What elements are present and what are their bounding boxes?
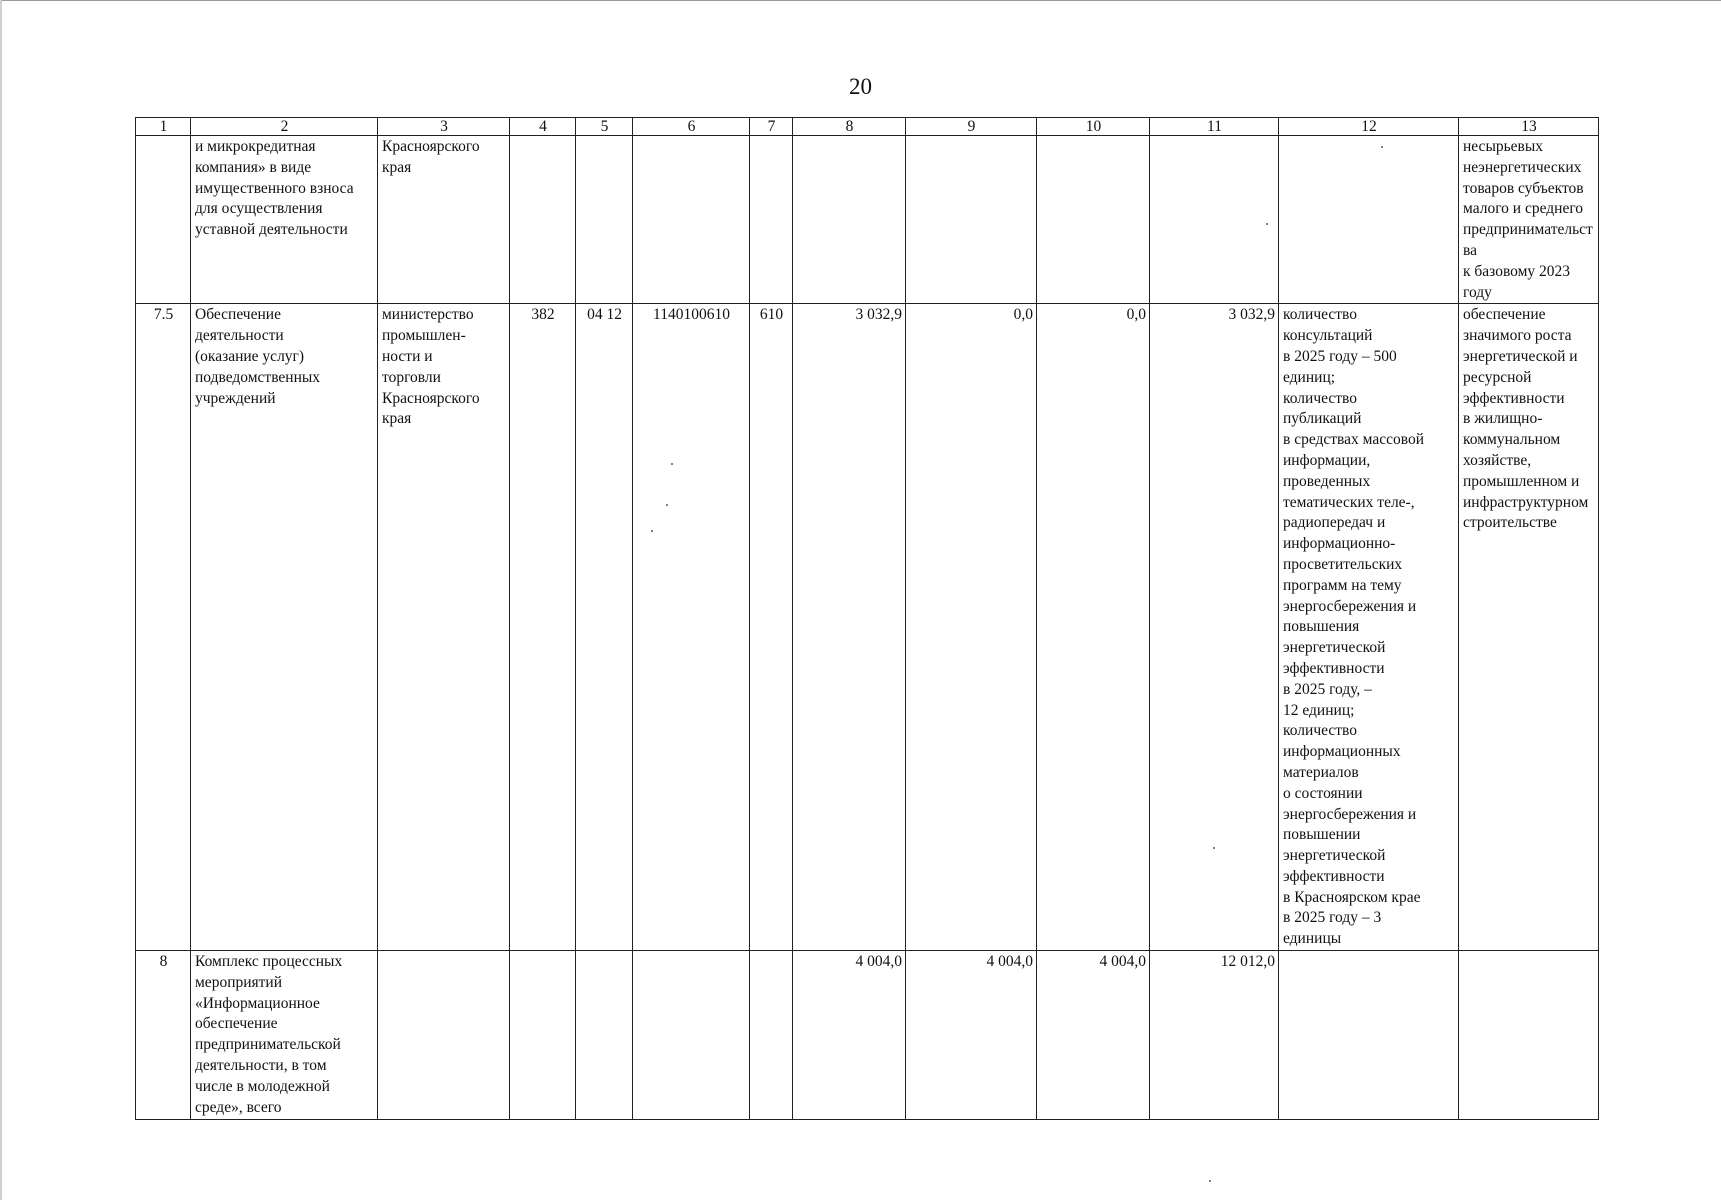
- section-code: [576, 136, 633, 304]
- grbs-code: 382: [510, 304, 576, 951]
- amount-col-8: 4 004,0: [793, 951, 906, 1120]
- expected-result: обеспечение значимого роста энергетической и ресурсной эффективности в жилищно- коммунальном хозяйстве, промышленном и инфраструктурном строительстве: [1459, 304, 1599, 951]
- executor: министерство промышлен- ности и торговли Красноярского края: [378, 304, 510, 951]
- section-code: [576, 951, 633, 1120]
- table-row: [136, 304, 1599, 951]
- page-number: 20: [849, 74, 872, 99]
- scan-edge-top: [0, 0, 1721, 1]
- col-header-13: 13: [1459, 118, 1599, 136]
- col-header-10: 10: [1037, 118, 1150, 136]
- scan-speck: [1381, 146, 1383, 148]
- expense-type: 610: [750, 304, 793, 951]
- grbs-code: [510, 136, 576, 304]
- scan-speck: [671, 463, 673, 465]
- amount-col-8: [793, 136, 906, 304]
- col-header-5: 5: [576, 118, 633, 136]
- col-header-8: 8: [793, 118, 906, 136]
- target-code: [633, 951, 750, 1120]
- grbs-code: [510, 951, 576, 1120]
- amount-col-9: 4 004,0: [906, 951, 1037, 1120]
- row-number: [136, 136, 191, 304]
- indicator: количество консультаций в 2025 году – 500 единиц; количество публикаций в средствах массовой информации, проведенных тематических теле-, радиопередач и информационно- просветительских программ на тему энергосбережения и повышения энергетической эффективности в 2025 году, – 12 единиц; количество информационных материалов о состоянии энергосбережения и повышении энергетической эффективности в Красноярском крае в 2025 году – 3 единицы: [1279, 304, 1459, 951]
- col-header-9: 9: [906, 118, 1037, 136]
- expected-result: [1459, 951, 1599, 1120]
- col-header-6: 6: [633, 118, 750, 136]
- col-header-7: 7: [750, 118, 793, 136]
- expense-type: [750, 136, 793, 304]
- measure-name: Комплекс процессных мероприятий «Информационное обеспечение предпринимательской деятельности, в том числе в молодежной среде», всего: [191, 951, 378, 1120]
- table-row: [136, 136, 1599, 304]
- amount-col-8: 3 032,9: [793, 304, 906, 951]
- scan-speck: [1209, 1180, 1211, 1182]
- indicator: [1279, 951, 1459, 1120]
- col-header-1: 1: [136, 118, 191, 136]
- amount-col-10: 0,0: [1037, 304, 1150, 951]
- row-number: 8: [136, 951, 191, 1120]
- scan-edge-left: [0, 0, 2, 1200]
- amount-total: 3 032,9: [1150, 304, 1279, 951]
- target-code: [633, 136, 750, 304]
- amount-col-9: [906, 136, 1037, 304]
- row-number: 7.5: [136, 304, 191, 951]
- target-code: 1140100610: [633, 304, 750, 951]
- executor: [378, 951, 510, 1120]
- amount-col-10: [1037, 136, 1150, 304]
- header-row: [136, 118, 1599, 136]
- indicator: [1279, 136, 1459, 304]
- budget-table: [135, 117, 1599, 1120]
- amount-total: [1150, 136, 1279, 304]
- amount-total: 12 012,0: [1150, 951, 1279, 1120]
- expected-result: несырьевых неэнергетических товаров субъектов малого и среднего предпринимательства к базовому 2023 году: [1459, 136, 1599, 304]
- executor: Красноярского края: [378, 136, 510, 304]
- amount-col-10: 4 004,0: [1037, 951, 1150, 1120]
- table-row: [136, 951, 1599, 1120]
- col-header-2: 2: [191, 118, 378, 136]
- scan-speck: [1213, 847, 1215, 849]
- section-code: 04 12: [576, 304, 633, 951]
- col-header-11: 11: [1150, 118, 1279, 136]
- expense-type: [750, 951, 793, 1120]
- col-header-3: 3: [378, 118, 510, 136]
- col-header-12: 12: [1279, 118, 1459, 136]
- scan-speck: [651, 530, 653, 532]
- amount-col-9: 0,0: [906, 304, 1037, 951]
- scan-speck: [1266, 223, 1268, 225]
- measure-name: и микрокредитная компания» в виде имущественного взноса для осуществления уставной деятельности: [191, 136, 378, 304]
- scan-speck: [666, 504, 668, 506]
- measure-name: Обеспечение деятельности (оказание услуг) подведомственных учреждений: [191, 304, 378, 951]
- col-header-4: 4: [510, 118, 576, 136]
